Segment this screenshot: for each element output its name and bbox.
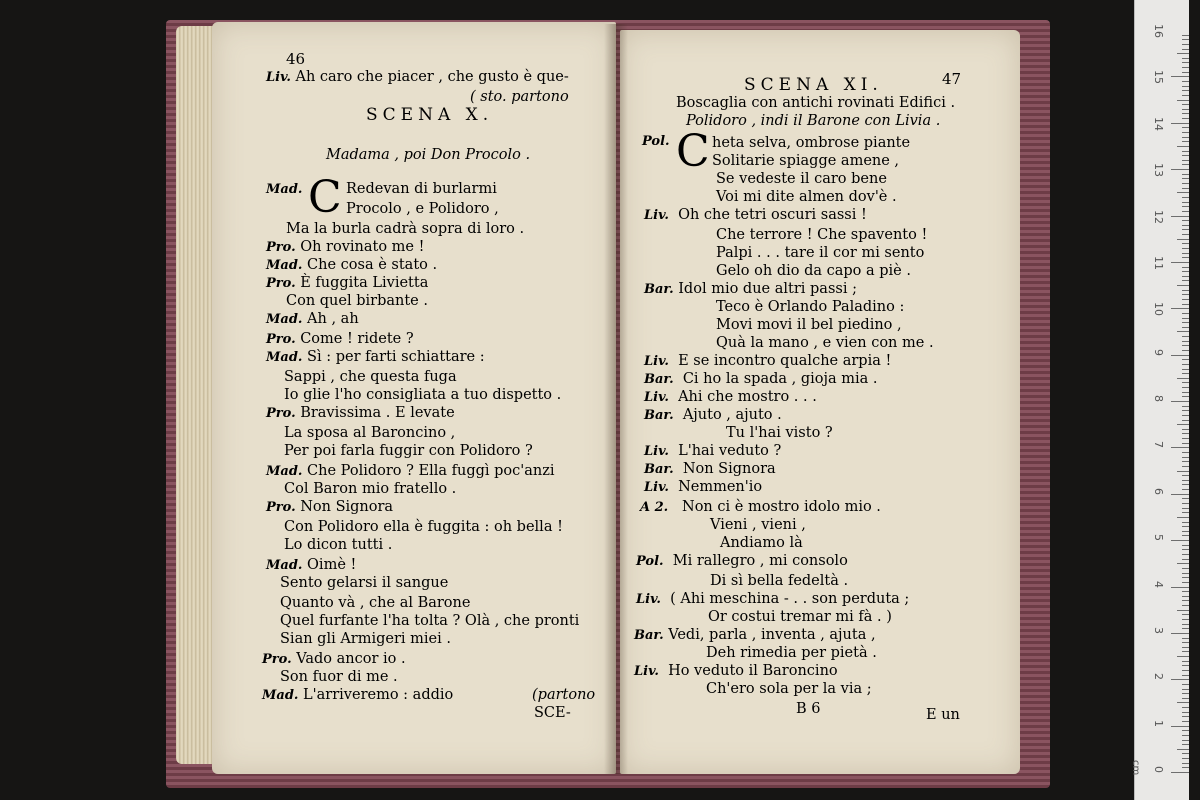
ruler-tick — [1182, 410, 1189, 411]
ruler-tick — [1182, 127, 1189, 128]
text-line: Io glie l'ho consigliata a tuo dispetto . — [284, 387, 562, 403]
ruler-tick — [1182, 271, 1189, 272]
ruler-tick — [1171, 633, 1189, 634]
text-line: Solitarie spiagge amene , — [712, 153, 900, 169]
ruler-tick — [1182, 276, 1189, 277]
text-line: Pol. — [642, 134, 670, 149]
text-line: Col Baron mio fratello . — [284, 481, 457, 497]
ruler-tick — [1182, 90, 1189, 91]
ruler-tick — [1182, 638, 1189, 639]
ruler-tick — [1182, 336, 1189, 337]
ruler-number: 12 — [1152, 209, 1165, 224]
text-line: Liv. Ho veduto il Baroncino — [634, 663, 838, 679]
ruler-tick — [1182, 183, 1189, 184]
ruler-tick — [1182, 345, 1189, 346]
ruler-tick — [1177, 424, 1189, 425]
ruler-number: 11 — [1152, 255, 1165, 270]
text-line: Ma la burla cadrà sopra di loro . — [286, 221, 525, 237]
ruler-tick — [1182, 461, 1189, 462]
ruler-tick — [1182, 489, 1189, 490]
ruler-tick — [1182, 577, 1189, 578]
text-line: Liv. L'hai veduto ? — [644, 443, 782, 459]
ruler-number: 14 — [1152, 116, 1165, 131]
character-list: Polidoro , indi il Barone con Livia . — [686, 113, 941, 129]
ruler-tick — [1182, 619, 1189, 620]
ruler-tick — [1171, 355, 1189, 356]
ruler-tick — [1182, 118, 1189, 119]
ruler-tick — [1182, 137, 1189, 138]
text-line: Mad. Che Polidoro ? Ella fuggì poc'anzi — [266, 463, 555, 479]
ruler-tick — [1171, 123, 1189, 124]
ruler-tick — [1182, 382, 1189, 383]
ruler-tick — [1171, 262, 1189, 263]
ruler-tick — [1177, 100, 1189, 101]
ruler-tick — [1182, 651, 1189, 652]
text-line: Quà la mano , e vien con me . — [716, 335, 934, 351]
ruler-tick — [1182, 480, 1189, 481]
ruler-tick — [1177, 563, 1189, 564]
ruler-tick — [1171, 726, 1189, 727]
ruler-tick — [1171, 587, 1189, 588]
ruler-tick — [1182, 415, 1189, 416]
ruler-tick — [1182, 44, 1189, 45]
text-line: Pro. Oh rovinato me ! — [266, 239, 425, 255]
ruler-tick — [1182, 591, 1189, 592]
ruler-tick — [1182, 443, 1189, 444]
catchword: SCE- — [534, 705, 571, 721]
ruler-tick — [1182, 512, 1189, 513]
text-line: Mad. Ah , ah — [266, 311, 359, 327]
page-number: 47 — [942, 70, 962, 88]
ruler-tick — [1182, 689, 1189, 690]
ruler-tick — [1182, 684, 1189, 685]
ruler-tick — [1182, 628, 1189, 629]
ruler-tick — [1182, 392, 1189, 393]
ruler-tick — [1177, 146, 1189, 147]
ruler-tick — [1182, 420, 1189, 421]
text-line: Lo dicon tutti . — [284, 537, 393, 553]
ruler-tick — [1182, 716, 1189, 717]
ruler-tick — [1182, 373, 1189, 374]
ruler-tick — [1182, 188, 1189, 189]
ruler-number: 8 — [1152, 395, 1165, 402]
ruler-tick — [1182, 234, 1189, 235]
ruler-tick — [1182, 554, 1189, 555]
ruler-tick — [1177, 471, 1189, 472]
text-line: Ch'ero sola per la via ; — [706, 681, 872, 697]
text-line: Di sì bella fedeltà . — [710, 573, 849, 589]
ruler-tick — [1171, 401, 1189, 402]
text-line: Bar. Vedi, parla , inventa , ajuta , — [634, 627, 876, 643]
ruler-tick — [1182, 647, 1189, 648]
ruler-tick — [1182, 573, 1189, 574]
ruler-number: 7 — [1152, 441, 1165, 449]
ruler-tick — [1182, 35, 1189, 36]
ruler-tick — [1182, 229, 1189, 230]
character-list: Madama , poi Don Procolo . — [326, 147, 531, 163]
text-line: Sian gli Armigeri miei . — [280, 631, 451, 647]
ruler-tick — [1182, 369, 1189, 370]
ruler-tick — [1177, 285, 1189, 286]
ruler-tick — [1182, 582, 1189, 583]
ruler-tick — [1182, 675, 1189, 676]
ruler-tick — [1182, 141, 1189, 142]
ruler-tick — [1182, 304, 1189, 305]
ruler-number: 4 — [1152, 580, 1165, 588]
text-line: Per poi farla fuggir con Polidoro ? — [284, 443, 533, 459]
ruler-tick — [1182, 740, 1189, 741]
ruler-tick — [1182, 49, 1189, 50]
text-line: Deh rimedia per pietà . — [706, 645, 877, 661]
text-line: Pro. Bravissima . E levate — [266, 405, 455, 421]
ruler-tick — [1182, 174, 1189, 175]
ruler-tick — [1182, 164, 1189, 165]
ruler-tick — [1182, 62, 1189, 63]
text-line: Palpi . . . tare il cor mi sento — [716, 245, 925, 261]
text-line: Bar. Non Signora — [644, 461, 776, 477]
text-line: Bar. Idol mio due altri passi ; — [644, 281, 857, 297]
ruler-tick — [1171, 447, 1189, 448]
text-line: Son fuor di me . — [280, 669, 398, 685]
ruler-tick — [1182, 535, 1189, 536]
text-line: Sappi , che questa fuga — [284, 369, 457, 385]
ruler-tick — [1171, 772, 1189, 773]
setting-line: Boscaglia con antichi rovinati Edifici . — [676, 95, 956, 111]
ruler-tick — [1182, 294, 1189, 295]
ruler-number: 1 — [1152, 719, 1165, 727]
text-line: Vieni , vieni , — [710, 517, 806, 533]
ruler-tick — [1182, 763, 1189, 764]
page-number: 46 — [286, 50, 306, 68]
ruler-tick — [1182, 624, 1189, 625]
text-line: Liv. Ah caro che piacer , che gusto è que- — [266, 69, 569, 85]
ruler-number: 16 — [1152, 24, 1165, 38]
text-line: Or costui tremar mi fà . ) — [708, 609, 892, 625]
ruler-tick — [1182, 95, 1189, 96]
text-line: Che terrore ! Che spavento ! — [716, 227, 928, 243]
ruler-tick — [1182, 206, 1189, 207]
ruler-tick — [1182, 758, 1189, 759]
ruler-tick — [1171, 679, 1189, 680]
ruler-tick — [1177, 53, 1189, 54]
text-line: Pro. Vado ancor io . — [262, 651, 406, 667]
ruler-tick — [1171, 169, 1189, 170]
ruler-tick — [1177, 749, 1189, 750]
ruler-number: 10 — [1152, 302, 1165, 317]
ruler-tick — [1182, 178, 1189, 179]
ruler-unit: cm — [1130, 760, 1141, 776]
ruler-number: 9 — [1152, 348, 1165, 356]
measuring-ruler — [1130, 0, 1189, 800]
signature-mark: B 6 — [796, 701, 821, 717]
ruler-tick — [1182, 257, 1189, 258]
ruler-tick — [1182, 484, 1189, 485]
ruler-tick — [1182, 503, 1189, 504]
ruler-tick — [1182, 253, 1189, 254]
ruler-tick — [1182, 457, 1189, 458]
ruler-tick — [1182, 670, 1189, 671]
ruler-number: 13 — [1152, 163, 1165, 178]
text-line: Pro. È fuggita Livietta — [266, 275, 429, 291]
ruler-tick — [1182, 767, 1189, 768]
ruler-tick — [1182, 466, 1189, 467]
ruler-tick — [1182, 160, 1189, 161]
ruler-tick — [1182, 642, 1189, 643]
ruler-number: 3 — [1152, 626, 1165, 634]
ruler-tick — [1182, 220, 1189, 221]
ruler-tick — [1182, 359, 1189, 360]
ruler-tick — [1182, 753, 1189, 754]
text-line: Liv. ( Ahi meschina - . . son perduta ; — [636, 591, 910, 607]
ruler-tick — [1182, 327, 1189, 328]
ruler-tick — [1182, 350, 1189, 351]
ruler-tick — [1182, 132, 1189, 133]
ruler-tick — [1182, 549, 1189, 550]
ruler-tick — [1182, 364, 1189, 365]
ruler-tick — [1182, 665, 1189, 666]
ruler-tick — [1182, 707, 1189, 708]
ruler-number: 0 — [1152, 766, 1165, 773]
ruler-tick — [1177, 656, 1189, 657]
text-line: Pro. Non Signora — [266, 499, 394, 515]
catchword: E un — [926, 707, 960, 723]
ruler-tick — [1182, 267, 1189, 268]
ruler-tick — [1182, 225, 1189, 226]
ruler-tick — [1182, 243, 1189, 244]
ruler-tick — [1182, 438, 1189, 439]
ruler-number: 2 — [1152, 673, 1165, 681]
ruler-tick — [1182, 526, 1189, 527]
ruler-tick — [1182, 322, 1189, 323]
ruler-tick — [1182, 197, 1189, 198]
text-line: La sposa al Baroncino , — [284, 425, 456, 441]
text-line: Mad. — [266, 182, 303, 197]
text-line: Teco è Orlando Paladino : — [716, 299, 905, 315]
ruler-tick — [1177, 192, 1189, 193]
text-line: Sento gelarsi il sangue — [280, 575, 449, 591]
text-line: Movi movi il bel piedino , — [716, 317, 902, 333]
text-line: Liv. Oh che tetri oscuri sassi ! — [644, 207, 867, 223]
ruler-tick — [1177, 702, 1189, 703]
ruler-tick — [1171, 216, 1189, 217]
ruler-tick — [1182, 387, 1189, 388]
ruler-tick — [1182, 318, 1189, 319]
ruler-tick — [1182, 508, 1189, 509]
text-line: A 2. Non ci è mostro idolo mio . — [640, 499, 881, 515]
ruler-tick — [1182, 596, 1189, 597]
ruler-tick — [1182, 211, 1189, 212]
ruler-tick — [1182, 452, 1189, 453]
ruler-tick — [1182, 109, 1189, 110]
ruler-tick — [1177, 610, 1189, 611]
ruler-tick — [1182, 712, 1189, 713]
ruler-tick — [1182, 522, 1189, 523]
drop-cap: C — [308, 172, 342, 223]
ruler-tick — [1182, 155, 1189, 156]
ruler-tick — [1182, 744, 1189, 745]
text-line: Voi mi dite almen dov'è . — [716, 189, 897, 205]
ruler-tick — [1182, 498, 1189, 499]
ruler-tick — [1182, 433, 1189, 434]
ruler-tick — [1182, 58, 1189, 59]
text-line: Mad. Che cosa è stato . — [266, 257, 438, 273]
ruler-tick — [1182, 81, 1189, 82]
ruler-tick — [1182, 614, 1189, 615]
text-line: Quanto và , che al Barone — [280, 595, 471, 611]
ruler-tick — [1182, 605, 1189, 606]
text-line: Quel furfante l'ha tolta ? Olà , che pronti — [280, 613, 580, 629]
ruler-tick — [1182, 86, 1189, 87]
ruler-tick — [1182, 280, 1189, 281]
ruler-tick — [1182, 531, 1189, 532]
ruler-tick — [1182, 730, 1189, 731]
ruler-tick — [1182, 568, 1189, 569]
text-line: Gelo oh dio da capo a piè . — [716, 263, 911, 279]
text-line: Bar. Ajuto , ajuto . — [644, 407, 782, 423]
ruler-tick — [1182, 72, 1189, 73]
ruler-tick — [1177, 517, 1189, 518]
scene-heading: SCENA X. — [366, 105, 494, 125]
ruler-number: 6 — [1152, 487, 1165, 495]
ruler-tick — [1182, 406, 1189, 407]
ruler-tick — [1182, 429, 1189, 430]
text-line: Tu l'hai visto ? — [726, 425, 833, 441]
ruler-tick — [1182, 475, 1189, 476]
text-line: Pol. Mi rallegro , mi consolo — [636, 553, 848, 569]
text-line: Bar. Ci ho la spada , gioja mia . — [644, 371, 878, 387]
ruler-tick — [1182, 202, 1189, 203]
ruler-tick — [1182, 693, 1189, 694]
text-line: Liv. E se incontro qualche arpia ! — [644, 353, 892, 369]
ruler-tick — [1182, 39, 1189, 40]
ruler-tick — [1182, 290, 1189, 291]
ruler-tick — [1182, 559, 1189, 560]
text-line: Procolo , e Polidoro , — [346, 201, 499, 217]
ruler-tick — [1182, 313, 1189, 314]
text-line: Redevan di burlarmi — [346, 181, 497, 197]
text-line: Mad. Oimè ! — [266, 557, 357, 573]
text-line: Andiamo là — [720, 535, 803, 551]
drop-cap: C — [676, 126, 710, 177]
text-line: Mad. Sì : per farti schiattare : — [266, 349, 485, 365]
text-line: Mad. L'arriveremo : addio — [262, 687, 454, 703]
ruler-tick — [1182, 67, 1189, 68]
ruler-tick — [1177, 331, 1189, 332]
ruler-tick — [1171, 308, 1189, 309]
text-line: Pro. Come ! ridete ? — [266, 331, 414, 347]
ruler-tick — [1182, 396, 1189, 397]
ruler-tick — [1182, 735, 1189, 736]
scene-heading: SCENA XI. — [744, 75, 883, 95]
ruler-tick — [1182, 721, 1189, 722]
ruler-tick — [1182, 341, 1189, 342]
ruler-tick — [1182, 600, 1189, 601]
ruler-tick — [1171, 76, 1189, 77]
ruler-number: 5 — [1152, 534, 1165, 542]
ruler-tick — [1182, 104, 1189, 105]
text-line: Se vedeste il caro bene — [716, 171, 887, 187]
text-line: Con quel birbante . — [286, 293, 428, 309]
ruler-tick — [1171, 494, 1189, 495]
ruler-tick — [1182, 113, 1189, 114]
text-line: Liv. Nemmen'io — [644, 479, 763, 495]
text-line: Liv. Ahi che mostro . . . — [644, 389, 817, 405]
ruler-tick — [1182, 661, 1189, 662]
ruler-number: 15 — [1152, 70, 1165, 85]
ruler-tick — [1182, 151, 1189, 152]
text-line: heta selva, ombrose piante — [712, 135, 911, 151]
ruler-tick — [1182, 299, 1189, 300]
ruler-tick — [1182, 698, 1189, 699]
ruler-tick — [1182, 248, 1189, 249]
stage-direction: ( sto. partono — [470, 89, 569, 105]
ruler-tick — [1177, 378, 1189, 379]
ruler-tick — [1177, 239, 1189, 240]
stage-direction: (partono — [532, 687, 596, 703]
text-line: Con Polidoro ella è fuggita : oh bella ! — [284, 519, 563, 535]
book-gutter — [604, 24, 628, 774]
ruler-tick — [1171, 540, 1189, 541]
ruler-tick — [1182, 545, 1189, 546]
